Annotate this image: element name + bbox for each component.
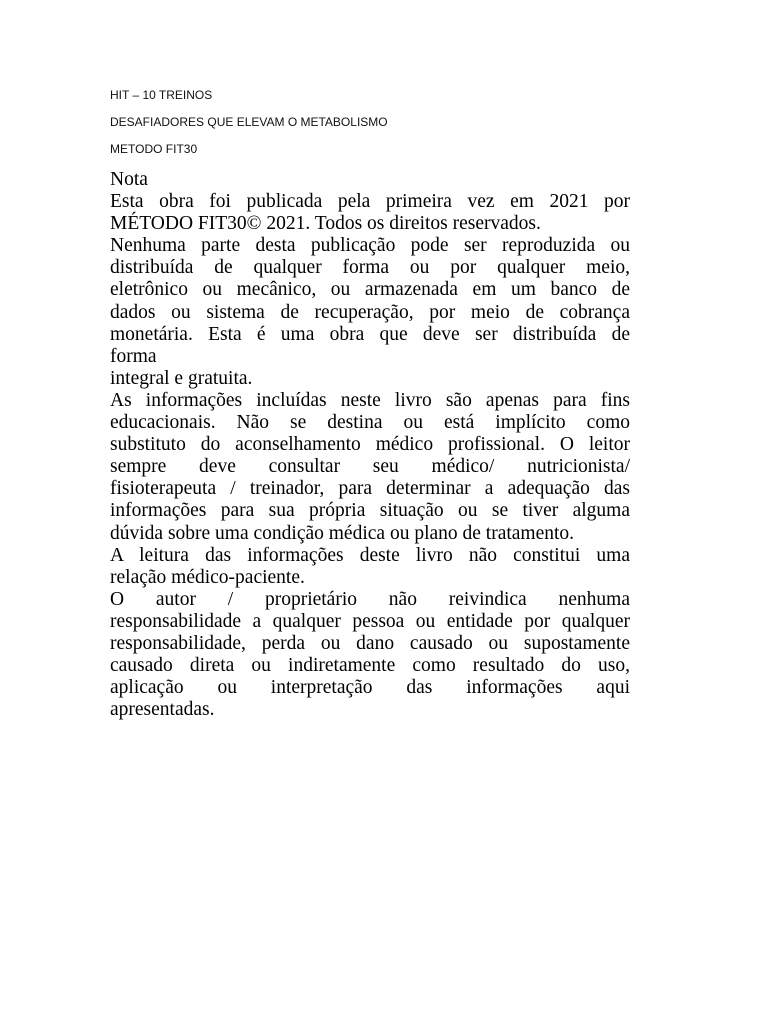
note-line: aplicação ou interpretação das informações aqui — [110, 677, 630, 699]
note-line: apresentadas. — [110, 699, 215, 721]
note-line: integral e gratuita. — [110, 367, 253, 389]
note-line: Nenhuma parte desta publicação pode ser reproduzida ou — [110, 235, 630, 257]
note-line: MÉTODO FIT30© 2021. Todos os direitos reservados. — [110, 213, 541, 235]
note-line: sempre deve consultar seu médico/ nutricionista/ — [110, 456, 630, 478]
note-line: As informações incluídas neste livro são apenas para fins — [110, 389, 630, 411]
note-line: educacionais. Não se destina ou está implícito como — [110, 412, 630, 434]
note-line: A leitura das informações deste livro não constitui uma — [110, 544, 630, 566]
note-line: O autor / proprietário não reivindica nenhuma — [110, 588, 630, 610]
note-line: forma — [110, 345, 157, 367]
header-subtitle: DESAFIADORES QUE ELEVAM O METABOLISMO — [110, 115, 388, 129]
note-line: causado direta ou indiretamente como resultado do uso, — [110, 655, 630, 677]
note-line: substituto do aconselhamento médico profissional. O leitor — [110, 434, 630, 456]
note-line: distribuída de qualquer forma ou por qualquer meio, — [110, 257, 630, 279]
note-line: informações para sua própria situação ou se tiver alguma — [110, 500, 630, 522]
note-line: fisioterapeuta / treinador, para determinar a adequação das — [110, 478, 630, 500]
header-method: METODO FIT30 — [110, 142, 198, 156]
note-line: eletrônico ou mecânico, ou armazenada em um banco de — [110, 279, 630, 301]
note-line: responsabilidade, perda ou dano causado ou supostamente — [110, 632, 630, 654]
note-line: monetária. Esta é uma obra que deve ser distribuída de — [110, 323, 630, 345]
note-line: dados ou sistema de recuperação, por meio de cobrança — [110, 301, 630, 323]
note-heading: Nota — [110, 169, 148, 190]
note-body — [110, 169, 630, 721]
header-title: HIT – 10 TREINOS — [110, 88, 213, 102]
note-line: Esta obra foi publicada pela primeira vez em 2021 por — [110, 191, 630, 213]
note-line: dúvida sobre uma condição médica ou plano de tratamento. — [110, 522, 575, 544]
note-line: relação médico-paciente. — [110, 566, 305, 588]
note-line: responsabilidade a qualquer pessoa ou entidade por qualquer — [110, 610, 630, 632]
